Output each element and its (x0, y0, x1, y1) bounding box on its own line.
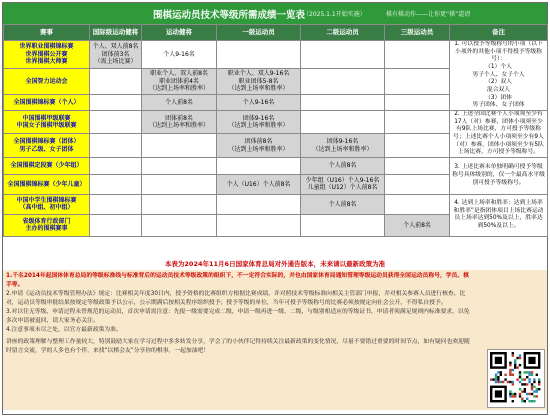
header-level2: 二级运动员 (301, 25, 385, 41)
header-intl-master: 国际级运动健将 (90, 25, 142, 41)
header-level1: 一级运动员 (217, 25, 301, 41)
intl-cell (90, 95, 142, 111)
table-row (4, 111, 548, 134)
master-cell (142, 194, 217, 214)
level1-cell: 个人（U16）个人前8名 (217, 174, 301, 194)
table-row (4, 194, 548, 214)
note-paragraph: 3.对以往无等级、申请过程未曾规范的运动员，首次申请需注意：先报一级需要完成二级，申请一级再进一级、二级，与级别相适应的等级证书，申请者须满足规则内标准要求，以免多次申请被退回，请大家务必关注。 (6, 308, 470, 324)
note-cell: 2. 上述全国比赛个人小项须至少有17人（对）参赛、团体小项须至少有9队上场比赛，方可授予等级称号；上述比赛个人小项须至少有9人（对）参赛，团体小项须至少有5队上场比赛，方可授予等级称号。 (450, 111, 548, 158)
header-event: 赛事 (4, 25, 90, 41)
event-cell: 全国围棋锦标赛（团体） 男子乙级、女子团体 (4, 134, 90, 157)
level-table (3, 24, 548, 237)
event-cell: 中国围棋甲级联赛 中国女子围棋甲级联赛 (4, 111, 90, 134)
event-cell: 中国中学生围棋锦标赛 （高中组、初中组） (4, 194, 90, 214)
level3-cell (385, 174, 450, 194)
intl-cell (90, 157, 142, 174)
level1-cell: 团体9-16名 （达到上场率和胜率） (217, 111, 301, 134)
level2-cell (301, 111, 385, 134)
event-cell: 全国围棋锦标赛（个人） (4, 95, 90, 111)
table-row (4, 41, 548, 69)
level3-cell (385, 69, 450, 95)
notes-panel (3, 270, 547, 410)
level1-cell: 团体前8名 （达到上场率和胜率） (217, 134, 301, 157)
note-paragraph: 4.注意事项未尽之处，以官方最新政策为准。 (6, 326, 122, 333)
note-paragraph: 讲座的政策理解与整理工作量较大，特别鼓励大家在学习过程中多多转发分享，学会了的小伙伴记得持续关注最新政策的变化情况，尽量不要错过重要的时间节点，如有疑问也欢迎随时留言交流，学的人多也有个伴，来找“以棋会友”分享你的棋事，一起加油吧！ (6, 338, 470, 354)
table-header-row (4, 25, 548, 41)
title-watermark: 棋有棋动作——让你更“棋”道清 (386, 11, 471, 18)
qr-code-icon (488, 350, 542, 405)
event-cell: 全国智力运动会 (4, 69, 90, 95)
master-cell: 团体前8名 （达到上场率和胜率） (142, 111, 217, 134)
event-cell: 世界职业围棋锦标赛 世界围棋公开赛 世界围棋大师赛 (4, 41, 90, 69)
level3-cell (385, 95, 450, 111)
level2-cell (301, 41, 385, 69)
header-notes: 备注 (450, 25, 548, 41)
level1-cell (217, 214, 301, 236)
master-cell (142, 214, 217, 236)
intl-cell (90, 69, 142, 95)
master-cell: 个人前8名 (142, 95, 217, 111)
master-cell (142, 157, 217, 174)
note-cell: 1. 可以授予等级称号的小项（以下小项外的其他小项不得授予等级称号）： （1）个人 男子个人、女子个人 （2）双人 混合双人 （3）团体 男子团体、女子团体 (450, 41, 548, 111)
master-cell: 职业个人、双人前8名 职业团体前4名 （达到上场率和胜率） (142, 69, 217, 95)
level1-cell: 职业个人、双人9-16名 职业团体5-8名 （达到上场率和胜率） (217, 69, 301, 95)
intl-cell (90, 134, 142, 157)
level2-cell: 少年组（U16）个人9-16名 儿童组（U12）个人前8名 (301, 174, 385, 194)
qr-code-image (487, 349, 545, 408)
note-cell: 3. 上述比赛未单独明确可授予等级称号具体级别的，仅一个最高水平级别可授予等级称号。 (450, 157, 548, 194)
intl-cell (90, 174, 142, 194)
master-cell (142, 174, 217, 194)
master-cell (142, 134, 217, 157)
level3-cell (385, 41, 450, 69)
intl-cell (90, 111, 142, 134)
level2-cell (301, 95, 385, 111)
header-level3: 三级运动员 (385, 25, 450, 41)
level3-cell: 个人前8名 (385, 214, 450, 236)
level3-cell (385, 111, 450, 134)
level1-cell: 个人9-16名 (217, 95, 301, 111)
level2-cell: 个人前8名 (301, 157, 385, 174)
event-cell: 省级体育行政部门 主办的围棋赛事 (4, 214, 90, 236)
level1-cell (217, 194, 301, 214)
event-cell: 全国围棋定段赛（少年组） (4, 157, 90, 174)
note-paragraph: 2.申请《运动员技术等级管理办法》规定：比赛相关年度30日内，授予资格的比赛组织方根据比赛成绩，并对照技术等级标准向相关主管部门申报，并对相关参赛人员进行核查、比对，运动员等级审批结果按规定等级政策予以公示，公示期满后按相关程序组织授予；授予等级的单位，当年可授予等级称号的比赛必须按规定向社会公开，不得私自授予。 (6, 290, 466, 306)
title-date-note: （2025.1.1开始实施） (303, 11, 366, 18)
master-cell: 个人9-16名 (142, 41, 217, 69)
level2-cell (301, 69, 385, 95)
level3-cell (385, 157, 450, 174)
level2-cell: 团体9-16名 （达到上场率和胜率） (301, 134, 385, 157)
table-row (4, 157, 548, 174)
note-cell: 4. 达到上场率和胜率：达到上场率和胜率”是指团体项目上场比赛运动员上场率达到50%及以上，胜率达到50%及以上。 (450, 194, 548, 236)
note-paragraph: 1.千名2014年起国体体育总局的等级标准线与标准背后的运动员技术等级政策的组织下，不一定符合实际的，并也由国家体育局通知管理等级运动员获得全国运动员称号，学员、棋手等。 (6, 273, 469, 288)
level2-cell (301, 214, 385, 236)
level3-cell (385, 194, 450, 214)
level3-cell (385, 134, 450, 157)
page-title: 围棋运动员技术等级所需成绩一览表 (153, 10, 306, 21)
intl-cell (90, 194, 142, 214)
title-bar (3, 3, 547, 24)
policy-notice: 本表为2024年11月6日国家体育总局对外通告版本，未来请以最新政策为准 (164, 260, 386, 268)
level2-cell: 个人前8名 (301, 194, 385, 214)
intl-cell: 个人、双人前8名 团体前3名 （需上场比赛） (90, 41, 142, 69)
intl-cell (90, 214, 142, 236)
header-master: 运动健将 (142, 25, 217, 41)
level1-cell (217, 41, 301, 69)
event-cell: 全国围棋锦标赛（少年儿童） (4, 174, 90, 194)
notes-text (6, 272, 474, 356)
level1-cell (217, 157, 301, 174)
